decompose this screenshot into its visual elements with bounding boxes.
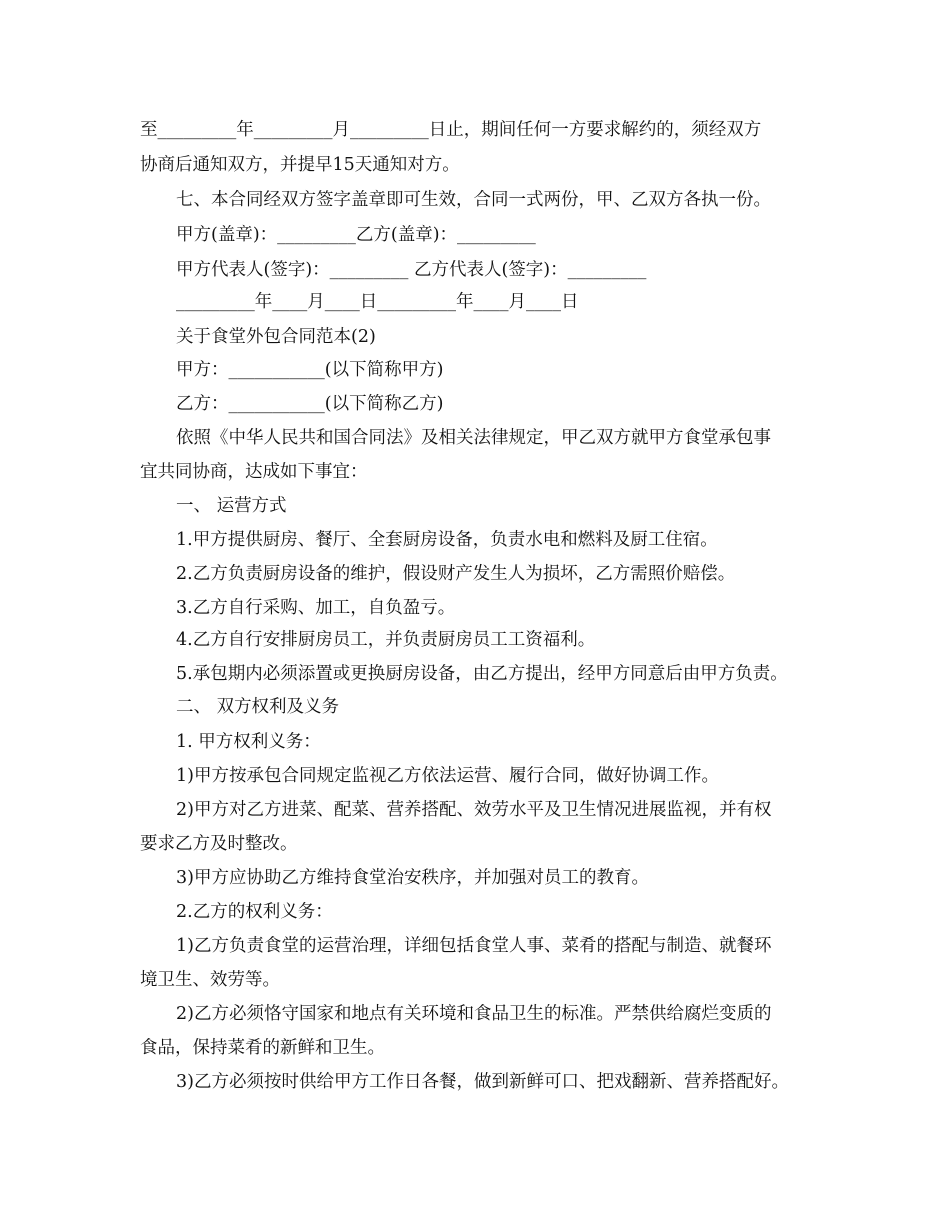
text-line: 要求乙方及时整改。 bbox=[140, 834, 298, 854]
document-title: 关于食堂外包合同范本(2) bbox=[176, 327, 376, 347]
text-line: 4.乙方自行安排厨房员工，并负责厨房员工工资福利。 bbox=[176, 630, 596, 650]
text-line: 3.乙方自行采购、加工，自负盈亏。 bbox=[176, 598, 456, 618]
signature-line: 甲方(盖章)：_________乙方(盖章)：_________ bbox=[176, 225, 536, 245]
clause-heading: 七、本合同经双方签字盖章即可生效，合同一式两份，甲、乙双方各执一份。 bbox=[176, 190, 771, 210]
text-line: 依照《中华人民共和国合同法》及相关法律规定，甲乙双方就甲方食堂承包事 bbox=[176, 428, 771, 448]
text-line: 1)乙方负责食堂的运营治理，详细包括食堂人事、菜肴的搭配与制造、就餐环 bbox=[176, 936, 772, 956]
text-line: 境卫生、效劳等。 bbox=[140, 970, 280, 990]
text-line: 5.承包期内必须添置或更换厨房设备，由乙方提出，经甲方同意后由甲方负责。 bbox=[176, 664, 788, 684]
text-line: 3)乙方必须按时供给甲方工作日各餐，做到新鲜可口、把戏翻新、营养搭配好。 bbox=[176, 1072, 789, 1092]
text-line: 2.乙方的权利义务： bbox=[176, 902, 333, 922]
party-a-line: 甲方：___________(以下简称甲方) bbox=[176, 360, 444, 380]
text-line: 1. 甲方权利义务： bbox=[176, 732, 321, 752]
section-heading: 二、 双方权利及义务 bbox=[176, 697, 340, 717]
text-line: 3)甲方应协助乙方维持食堂治安秩序，并加强对员工的教育。 bbox=[176, 868, 649, 888]
text-line: 1.甲方提供厨房、餐厅、全套厨房设备，负责水电和燃料及厨工住宿。 bbox=[176, 530, 718, 550]
date-line: _________年____月____日_________年____月____日 bbox=[176, 292, 579, 312]
text-line: 食品，保持菜肴的新鲜和卫生。 bbox=[140, 1038, 385, 1058]
text-line: 2.乙方负责厨房设备的维护，假设财产发生人为损坏，乙方需照价赔偿。 bbox=[176, 564, 736, 584]
text-line: 至_________年_________月_________日止，期间任何一方要求解约的，须经双方 bbox=[140, 120, 762, 140]
section-heading: 一、 运营方式 bbox=[176, 496, 287, 516]
party-b-line: 乙方：___________(以下简称乙方) bbox=[176, 394, 444, 414]
text-line: 宜共同协商，达成如下事宜： bbox=[140, 462, 368, 482]
text-line: 2)甲方对乙方进菜、配菜、营养搭配、效劳水平及卫生情况进展监视，并有权 bbox=[176, 800, 772, 820]
text-line: 1)甲方按承包合同规定监视乙方依法运营、履行合同，做好协调工作。 bbox=[176, 766, 719, 786]
signature-line: 甲方代表人(签字)：_________ 乙方代表人(签字)：_________ bbox=[176, 260, 647, 280]
text-line: 2)乙方必须恪守国家和地点有关环境和食品卫生的标准。严禁供给腐烂变质的 bbox=[176, 1004, 772, 1024]
text-line: 协商后通知双方，并提早15天通知对方。 bbox=[140, 155, 460, 175]
